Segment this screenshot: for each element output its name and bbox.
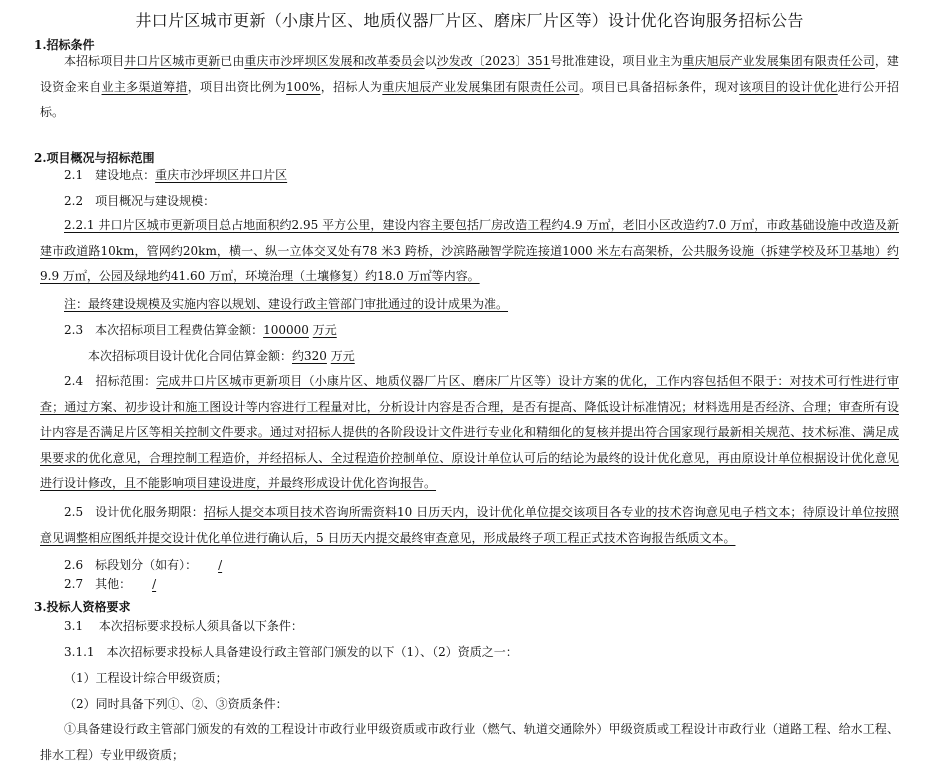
project-scale-text: 2.2.1 井口片区城市更新项目总占地面积约2.95 平方公里，建设内容主要包括厂房改造工程约4.9 万㎡，老旧小区改造约7.0 万㎡，市政基础设施中改造及新建市政道路10km，管网约20km，横一、纵一立体交叉处有78 米3 跨桥，沙滨路融智学院连接道1000 米左右高架桥，公共服务设施（拆建学校及环卫基地）约9.9 万㎡，公园及绿地约41.60 万㎡，环境治理（土壤修复）约18.0 万㎡等内容。 — [40, 218, 899, 284]
construction-location-line: 2.1 建设地点：重庆市沙坪坝区井口片区 — [64, 168, 288, 182]
construction-location: 重庆市沙坪坝区井口片区 — [155, 168, 288, 182]
section-3-heading: 3.投标人资格要求 — [34, 600, 131, 614]
tender-scope: 完成井口片区城市更新项目（小康片区、地质仪器厂片区、磨床厂片区等）设计方案的优化，工作内容包括但不限于：对技术可行性进行审查；通过方案、初步设计和施工图设计等内容进行工程量对比，分析设计内容是否合理，是否有提高、降低设计标准情况；材料选用是否经济、合理；审查所有设计内容是否满足片区等相关控制文件要求。通过对招标人提供的各阶段设计文件进行专业化和精细化的复核并提出符合国家现行最新相关规范、技术标准、满足成果要求的优化意见，合理控制工程造价，并经招标人、全过程造价控制单位、原设计单位认可后的结论为最终的设计优化意见，再由原设计单位根据设计优化意见进行设计修改，且不能影响项目建设进度，并最终形成设计优化咨询报告。 — [40, 374, 899, 491]
tender-scope-paragraph: 2.4 招标范围：完成井口片区城市更新项目（小康片区、地质仪器厂片区、磨床厂片区等）设计方案的优化，工作内容包括但不限于：对技术可行性进行审查；通过方案、初步设计和施工图设计等内容进行工程量对比，分析设计内容是否合理，是否有提高、降低设计标准情况；材料选用是否经济、合理；审查所有设计内容是否满足片区等相关控制文件要求。通过对招标人提供的各阶段设计文件进行专业化和精细化的复核并提出符合国家现行最新相关规范、技术标准、满足成果要求的优化意见，合理控制工程造价，并经招标人、全过程造价控制单位、原设计单位认可后的结论为最终的设计优化意见，再由原设计单位根据设计优化意见进行设计修改，且不能影响项目建设进度，并最终形成设计优化咨询报告。 — [40, 374, 899, 491]
project-owner: 重庆旭辰产业发展集团有限责任公司 — [682, 54, 875, 68]
section-1-heading: 1.招标条件 — [34, 38, 95, 52]
approval-document-number: 沙发改〔2023〕351 — [436, 54, 551, 68]
qualification-intro: 3.1 本次招标要求投标人须具备以下条件： — [64, 619, 303, 633]
funding-ratio: 100% — [286, 79, 321, 94]
engineering-cost-line: 2.3 本次招标项目工程费估算金额：100000 万元 — [64, 323, 337, 337]
service-period: 招标人提交本项目技术咨询所需资料10 日历天内，设计优化单位提交该项目各专业的技术咨询意见电子档文本；待原设计单位按照意见调整相应图纸并提交设计优化单位进行确认后，5 日历天内提交最终审查意见，形成最终子项工程正式技术咨询报告纸质文本。 — [40, 505, 899, 545]
scale-note: 注：最终建设规模及实施内容以规划、建设行政主管部门审批通过的设计成果为准。 — [64, 297, 509, 311]
tender-subject: 该项目的设计优化 — [739, 79, 838, 94]
section-1-paragraph: 本招标项目井口片区城市更新已由重庆市沙坪坝区发展和改革委员会以沙发改〔2023〕351号批准建设，项目业主为重庆旭辰产业发展集团有限责任公司，建设资金来自业主多渠道筹措，项目出资比例为100%，招标人为重庆旭辰产业发展集团有限责任公司。项目已具备招标条件，现对该项目的设计优化进行公开招标。 — [40, 54, 899, 120]
other-line: 2.7 其他： / — [64, 571, 177, 597]
page-title: 井口片区城市更新（小康片区、地质仪器厂片区、磨床厂片区等）设计优化咨询服务招标公告 — [135, 11, 804, 30]
section-2-heading: 2.项目概况与招标范围 — [34, 151, 155, 165]
project-scale-label: 2.2 项目概况与建设规模： — [64, 194, 216, 208]
lot-division-line: 2.6 标段划分（如有）： / — [64, 552, 243, 578]
lot-division: / — [218, 558, 223, 572]
other-value: / — [152, 577, 157, 591]
qualification-option-1: （1）工程设计综合甲级资质； — [64, 671, 228, 685]
engineering-cost: 100000 — [263, 323, 309, 337]
qualification-option-2: （2）同时具备下列①、②、③资质条件： — [64, 697, 288, 711]
tenderer: 重庆旭辰产业发展集团有限责任公司 — [382, 79, 580, 94]
qualification-3-1-1: 3.1.1 本次招标要求投标人具备建设行政主管部门颁发的以下（1）、（2）资质之一： — [64, 645, 518, 659]
funding-source: 业主多渠道筹措 — [101, 79, 188, 94]
qualification-condition-1: ①具备建设行政主管部门颁发的有效的工程设计市政行业甲级资质或市政行业（燃气、轨道交通除外）甲级资质或工程设计市政行业（道路工程、给水工程、排水工程）专业甲级资质； — [40, 722, 899, 762]
contract-fee: 约320 — [292, 349, 327, 363]
approval-authority: 重庆市沙坪坝区发展和改革委员会 — [244, 54, 425, 68]
service-period-paragraph: 2.5 设计优化服务期限：招标人提交本项目技术咨询所需资料10 日历天内，设计优化单位提交该项目各专业的技术咨询意见电子档文本；待原设计单位按照意见调整相应图纸并提交设计优化单位进行确认后，5 日历天内提交最终审查意见，形成最终子项工程正式技术咨询报告纸质文本。 — [40, 505, 899, 545]
contract-fee-line: 本次招标项目设计优化合同估算金额：约320 万元 — [88, 349, 355, 363]
project-name: 井口片区城市更新 — [124, 54, 221, 68]
